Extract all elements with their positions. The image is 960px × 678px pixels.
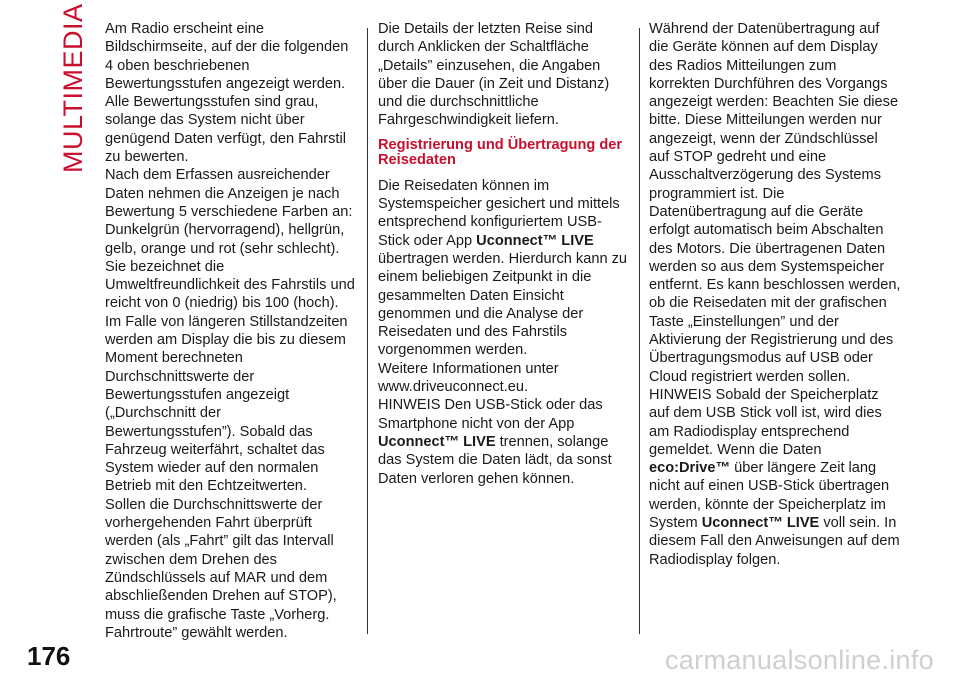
watermark: carmanualsonline.info: [665, 645, 934, 675]
paragraph: Während der Datenübertragung auf die Geräte können auf dem Display des Radios Mitteilungen zum korrekten Durchführen des Vorgangs angezeigt werden: Beachten Sie diese bitte. Diese Mitteilungen werden nur angezeigt, wenn der Zündschlüssel auf STOP gedreht und eine Ausschaltverzögerung des Systems programmiert ist. Die Datenübertragung auf die Geräte erfolgt automatisch beim Abschalten des Motors. Die übertragenen Daten werden so aus dem Systemspeicher entfernt. Es kann beschlossen werden, ob die Reisedaten mit der grafischen Taste „Einstellungen” und der Aktivierung der Registrierung und des Übertragungsmodus auf USB oder Cloud registriert werden sollen.: [649, 21, 901, 385]
paragraph: Die Reisedaten können im Systemspeicher gesichert und mittels entsprechend konfiguriertem USB-Stick oder App Uconnect™ LIVE übertragen werden. Hierdurch kann zu einem beliebigen Zeitpunkt in die gesammelten Daten Einsicht genommen und die Analyse der Reisedaten und des Fahrstils vorgenommen werden.: [378, 177, 628, 359]
paragraph: Weitere Informationen unter www.driveuconnect.eu.: [378, 360, 559, 396]
text-column-2: [378, 20, 630, 488]
paragraph: Sollen die Durchschnittswerte der vorhergehenden Fahrt überprüft werden (als „Fahrt” gilt das Intervall zwischen dem Drehen des Zündschlüssels auf MAR und dem abschließenden Drehen auf STOP), muss die grafische Taste „Vorherg. Fahrtroute” gewählt werden.: [105, 496, 337, 641]
column-divider: [639, 28, 640, 634]
brand-name: Uconnect™ LIVE: [476, 232, 594, 249]
page-number: 176: [27, 641, 71, 671]
brand-name: Uconnect™ LIVE: [378, 433, 496, 450]
section-heading: Registrierung und Übertragung der Reisedaten: [378, 136, 623, 168]
text-column-1: [105, 20, 355, 642]
paragraph: Am Radio erscheint eine Bildschirmseite, auf der die folgenden 4 oben beschriebenen Bewertungsstufen angezeigt werden. Alle Bewertungsstufen sind grau, solange das System nicht über genügend Daten verfügt, den Fahrstil zu bewerten.: [105, 21, 349, 166]
section-side-label: [58, 3, 88, 173]
paragraph: Die Details der letzten Reise sind durch Anklicken der Schaltfläche „Details” einzusehen, die Angaben über die Dauer (in Zeit und Distanz) und die durchschnittliche Fahrgeschwindigkeit liefern.: [378, 21, 610, 129]
paragraph: Im Falle von längeren Stillstandzeiten werden am Display die bis zu diesem Moment berechneten Durchschnittswerte der Bewertungsstufen angezeigt („Durchschnitt der Bewertungsstufen”). Sobald das Fahrzeug weiterfährt, schaltet das System wieder auf den normalen Betrieb mit den Echtzeitwerten.: [105, 313, 348, 495]
paragraph: HINWEIS Den USB-Stick oder das Smartphone nicht von der App Uconnect™ LIVE trennen, solange das System die Daten lädt, da sonst Daten verloren gehen können.: [378, 397, 612, 487]
paragraph: HINWEIS Sobald der Speicherplatz auf dem USB Stick voll ist, wird dies am Radiodisplay entsprechend gemeldet. Wenn die Daten eco:Drive™ über längere Zeit lang nicht auf einen USB-Stick übertragen werden, könnte der Speicherplatz im System Uconnect™ LIVE voll sein. In diesem Fall den Anweisungen auf dem Radiodisplay folgen.: [649, 386, 900, 568]
section-label-text: MULTIMEDIA: [58, 3, 88, 173]
text-column-3: [649, 20, 901, 569]
brand-name: Uconnect™ LIVE: [701, 515, 820, 532]
brand-name: eco:Drive™: [649, 460, 731, 477]
paragraph: Sie bezeichnet die Umweltfreundlichkeit des Fahrstils und reicht von 0 (niedrig) bis 100 (hoch).: [105, 258, 355, 312]
paragraph: Nach dem Erfassen ausreichender Daten nehmen die Anzeigen je nach Bewertung 5 verschiedene Farben an: Dunkelgrün (hervorragend), hellgrün, gelb, orange und rot (sehr schlecht).: [105, 167, 353, 257]
column-divider: [367, 28, 368, 634]
